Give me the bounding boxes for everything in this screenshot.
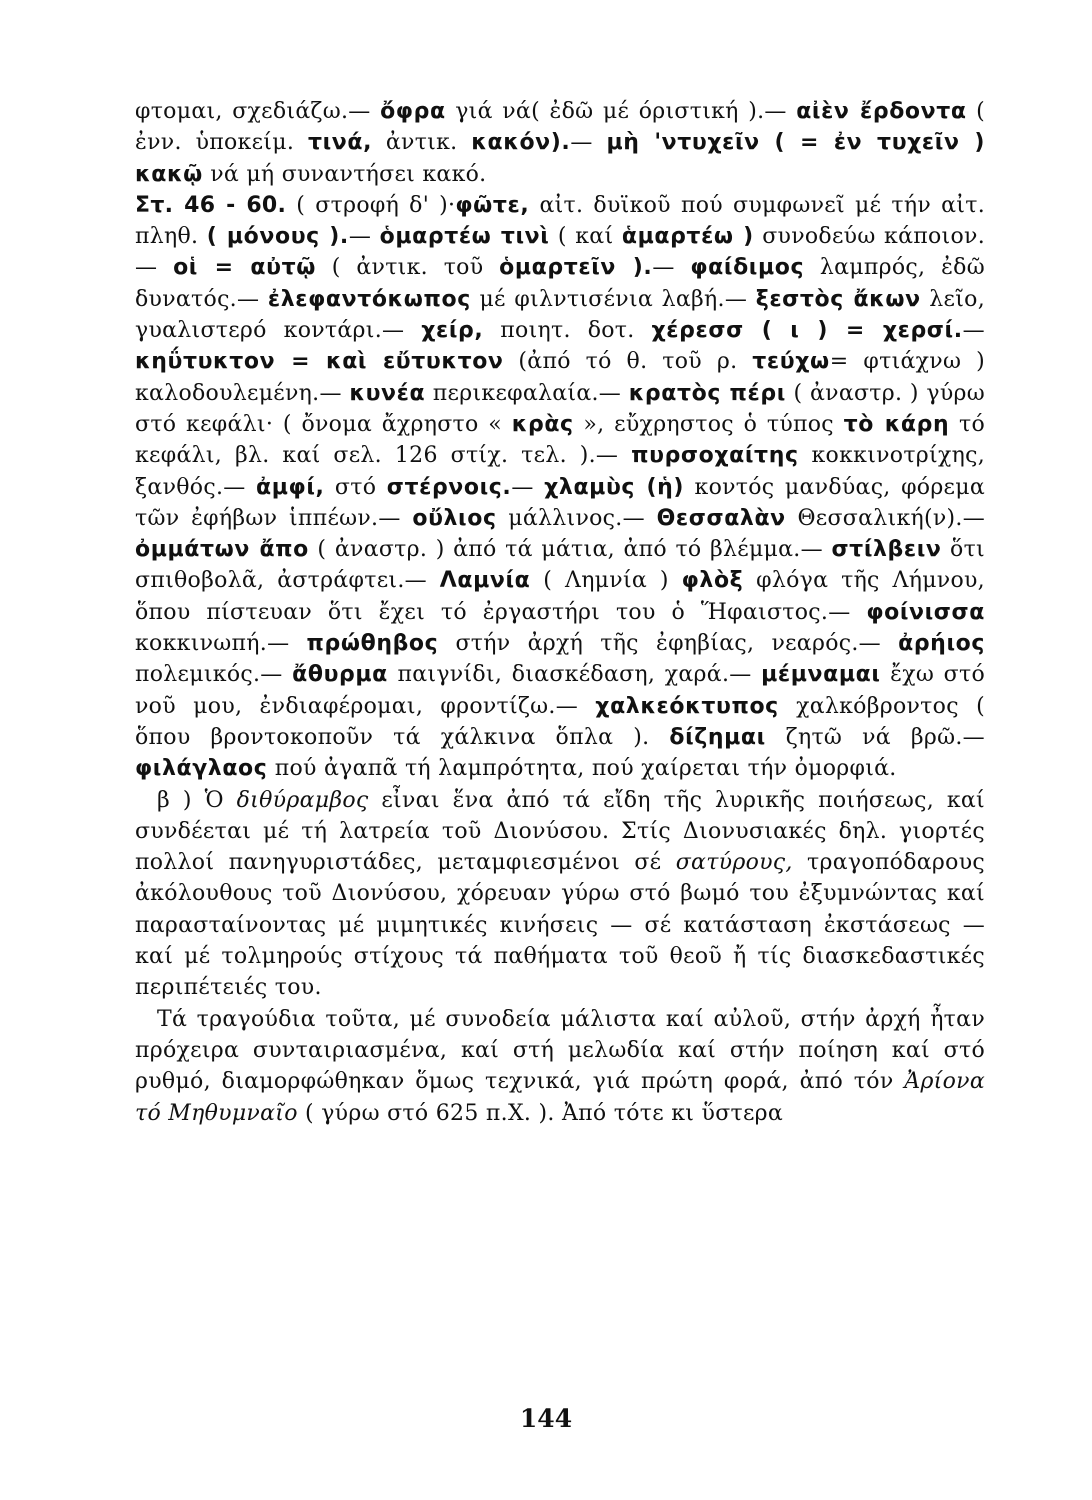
- gloss-text: ( ἀναστρ. ) γύρω στό κεφάλι· ( ὄνομα ἄχρηστο «: [135, 380, 985, 437]
- gloss-text: ἀντικ.: [372, 130, 472, 156]
- gloss-text: χαλκόβροντος ( ὅπου βροντοκοποῦν τά χάλκινα ὅπλα ).: [135, 693, 985, 750]
- lemma: οἱ = αὐτῷ: [173, 255, 316, 281]
- gloss-text: αἰτ. δυϊκοῦ πού συμφωνεῖ μέ τήν αἰτ. πληθ.: [135, 192, 985, 250]
- lemma: τεύχω: [752, 349, 830, 375]
- gloss-paragraph-intro: [135, 96, 985, 190]
- gloss-text: μάλλινος.—: [496, 505, 657, 531]
- lemma: φαίδιμος: [690, 255, 805, 281]
- gloss-text: στήν ἀρχή τῆς ἐφηβίας, νεαρός.—: [438, 631, 899, 657]
- gloss-text: ( στροφή δ' )·: [286, 192, 456, 218]
- gloss-text: ποιητ. δοτ.: [483, 318, 652, 344]
- body-text: τραγοπόδαρους ἀκόλουθους τοῦ Διονύσου, χόρευαν γύρω στό βωμό του ἐξυμνώντας καί παρασταίνοντας μέ μιμητικές κινήσεις — σέ κατάσταση ἐκστάσεως — καί μέ τολμηρούς στίχους τά παθήματα τοῦ θεοῦ ἤ τίς διασκεδαστικές περιπέτειές του.: [135, 850, 985, 1001]
- gloss-text: πολεμικός.—: [135, 662, 293, 688]
- gloss-text: στό: [324, 474, 387, 500]
- page-number: 144: [519, 1404, 573, 1433]
- lemma: πρώθηβος: [306, 631, 439, 657]
- gloss-text: πού ἀγαπᾶ τή λαμπρότητα, πού χαίρεται τήν ὀμορφιά.: [267, 756, 897, 782]
- gloss-text: ( καί: [549, 224, 622, 250]
- gloss-text: —: [511, 474, 545, 500]
- gloss-text: = φτιάχνω ) καλοδουλεμένη.—: [135, 349, 985, 406]
- gloss-text: —: [348, 224, 380, 250]
- lemma: ὁμαρτέω τινὶ: [379, 224, 550, 250]
- lemma: κηΰτυκτον = καὶ εὔτυκτον: [135, 349, 504, 375]
- gloss-text: φτομαι, σχεδιάζω.—: [135, 99, 381, 124]
- gloss-text: μέ φιλντισένια λαβή.—: [470, 286, 756, 312]
- lemma: ἄθυρμα: [292, 662, 388, 688]
- gloss-text: παιγνίδι, διασκέδαση, χαρά.—: [387, 662, 762, 688]
- gloss-text: ἔχω στό νοῦ μου, ἐνδιαφέρομαι, φροντίζω.—: [135, 662, 985, 719]
- page-body: [135, 96, 985, 1129]
- lemma: οὔλιος: [412, 505, 497, 531]
- lemma: μέμναμαι: [761, 662, 881, 688]
- gloss-text: κοκκινοτρίχης, ξανθός.—: [135, 443, 985, 500]
- gloss-text: κοκκινωπή.—: [135, 631, 307, 657]
- lemma: δίζημαι: [669, 724, 766, 750]
- lemma: στίλβειν: [831, 537, 942, 563]
- lemma: κακόν).: [471, 130, 571, 156]
- gloss-text: ( Λημνία ): [530, 568, 682, 594]
- gloss-text: γιά νά( ἐδῶ μέ όριστική ).—: [445, 99, 797, 124]
- italic-term: διθύραμβος: [236, 787, 369, 813]
- lemma: ἀρήιος: [898, 631, 985, 657]
- lemma: κρατὸς πέρι: [628, 380, 786, 406]
- paragraph-dithyramb: [135, 785, 985, 1004]
- stanza-gloss-paragraph: [135, 190, 985, 785]
- body-text: Τά τραγούδια τοῦτα, μέ συνοδεία μάλιστα καί αὐλοῦ, στήν ἀρχή ἦταν πρόχειρα συνταιριασμένα, καί στή μελωδία καί στήν ποίηση καί στό ρυθμό, διαμορφώθηκαν ὅμως τεχνικά, γιά πρώτη φορά, ἀπό τόν: [135, 1006, 985, 1095]
- lemma: φιλάγλαος: [135, 756, 268, 782]
- gloss-text: λεῖο, γυαλιστερό κοντάρι.—: [135, 286, 986, 344]
- lemma: ὁμαρτεῖν ).: [499, 255, 653, 281]
- body-text: εἶναι ἕνα ἀπό τά εἴδη τῆς λυρικῆς ποιήσεως, καί συνδέεται μέ τή λατρεία τοῦ Διονύσου. Στίς Διονυσιακές δηλ. γιορτές πολλοί πανηγυριστάδες, μεταμφιεσμένοι σέ: [135, 787, 985, 876]
- lemma: ὀμμάτων ἄπο: [135, 537, 309, 563]
- gloss-text: », εὔχρηστος ὁ τύπος: [573, 411, 844, 437]
- lemma: ὄφρα: [380, 99, 446, 124]
- lemma: Θεσσαλὰν: [656, 505, 786, 531]
- gloss-text: τό κεφάλι, βλ. καί σελ. 126 στίχ. τελ. ).—: [135, 411, 986, 469]
- gloss-text: ( ἐνν. ὑποκείμ.: [135, 99, 985, 156]
- gloss-text: ὅτι σπιθοβολᾶ, ἀστράφτει.—: [135, 537, 985, 594]
- lemma: χαλκεόκτυπος: [595, 693, 779, 719]
- lemma: τινά,: [307, 130, 373, 156]
- italic-term: σατύρους,: [675, 850, 793, 876]
- gloss-text: ( ἀντικ. τοῦ: [315, 255, 500, 281]
- lemma: χέρεσσ ( ι ) = χερσί.: [651, 318, 963, 344]
- gloss-text: κοντός μανδύας, φόρεμα τῶν ἐφήβων ἱππέων.—: [135, 474, 985, 531]
- verse-reference: Στ. 46 - 60.: [135, 192, 287, 218]
- gloss-text: φλόγα τῆς Λήμνου, ὅπου πίστευαν ὅτι ἔχει τό ἐργαστήρι του ὁ Ἥφαιστος.—: [135, 568, 985, 625]
- gloss-text: ζητῶ νά βρῶ.—: [765, 724, 985, 750]
- lemma: φλὸξ: [681, 568, 744, 594]
- gloss-text: (ἀπό τό θ. τοῦ ρ.: [503, 349, 753, 375]
- lemma: ἁμαρτέω ): [621, 224, 754, 250]
- lemma: χλαμὺς (ἡ): [544, 474, 685, 500]
- gloss-text: περικεφαλαία.—: [425, 380, 629, 406]
- lemma: ἀμφί,: [256, 474, 325, 500]
- body-text: ( γύρω στό 625 π.Χ. ). Ἀπό τότε κι ὕστερα: [297, 1100, 784, 1126]
- lemma: ἐλεφαντόκωπος: [267, 286, 471, 312]
- gloss-text: —: [570, 130, 607, 156]
- lemma: μὴ 'ντυχεῖν ( = ἐν τυχεῖν ) κακῷ: [135, 130, 985, 187]
- gloss-text: Θεσσαλική(ν).—: [785, 505, 986, 531]
- paragraph-arion: [135, 1004, 985, 1129]
- lemma: χείρ,: [421, 318, 484, 344]
- gloss-text: συνοδεύω κάποιον.—: [135, 224, 985, 281]
- gloss-text: λαμπρός, ἐδῶ δυνατός.—: [135, 255, 985, 312]
- lemma: φοίνισσα: [866, 599, 985, 625]
- lemma: στέρνοις.: [386, 474, 512, 500]
- lemma: κρὰς: [511, 411, 574, 437]
- lemma: αἰὲν ἔρδοντα: [796, 99, 967, 124]
- gloss-text: —: [962, 318, 985, 344]
- lemma: τὸ κάρη: [843, 411, 950, 437]
- gloss-text: νά μή συναντήσει κακό.: [202, 161, 487, 187]
- lemma: πυρσοχαίτης: [631, 443, 799, 469]
- italic-term: Ἀρίονα τό Μηθυμναῖο: [135, 1069, 985, 1126]
- lemma: φῶτε,: [455, 192, 530, 218]
- lemma: ( μόνους ).: [206, 224, 349, 250]
- lemma: κυνέα: [349, 380, 426, 406]
- lemma: ξεστὸς ἄκων: [755, 286, 921, 312]
- body-text: β ) Ὁ: [157, 787, 237, 813]
- gloss-text: ( ἀναστρ. ) ἀπό τά μάτια, ἀπό τό βλέμμα.—: [308, 537, 832, 563]
- gloss-text: —: [652, 255, 691, 281]
- lemma: Λαμνία: [439, 568, 531, 594]
